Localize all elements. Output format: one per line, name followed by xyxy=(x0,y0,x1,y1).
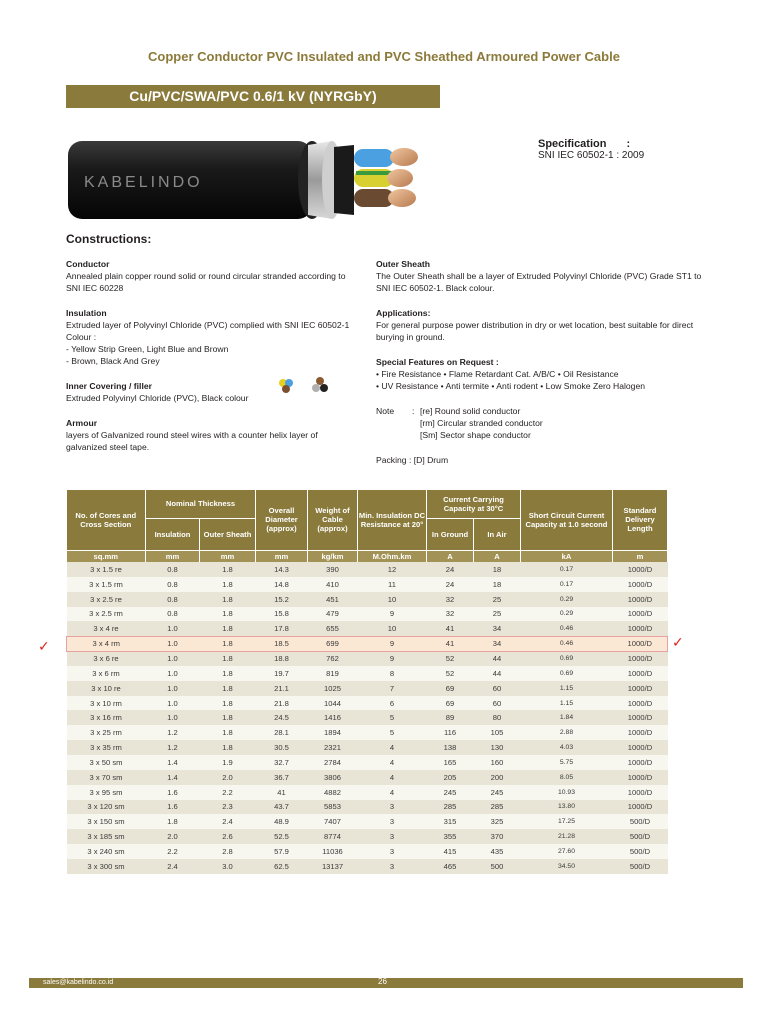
applications-heading: Applications: xyxy=(376,308,431,318)
table-cell: 36.7 xyxy=(256,770,308,785)
table-cell: 3 xyxy=(358,800,427,815)
table-cell: 2.6 xyxy=(200,829,256,844)
specification-label: Specification xyxy=(538,138,607,150)
table-cell: 57.9 xyxy=(256,844,308,859)
header-weight: Weight of Cable (approx) xyxy=(308,490,358,550)
unit-cell: kg/km xyxy=(308,550,358,562)
unit-cell: M.Ohm.km xyxy=(358,550,427,562)
table-cell: 3 x 50 sm xyxy=(67,755,146,770)
table-cell: 9 xyxy=(358,651,427,666)
table-cell: 41 xyxy=(256,785,308,800)
table-cell: 1000/D xyxy=(613,562,668,577)
unit-cell: sq.mm xyxy=(67,550,146,562)
table-cell: 3 x 4 rm xyxy=(67,636,146,651)
table-cell: 7 xyxy=(358,681,427,696)
table-cell: 62.5 xyxy=(256,859,308,874)
table-cell: 1.8 xyxy=(200,681,256,696)
table-cell: 0.8 xyxy=(146,577,200,592)
table-cell: 1000/D xyxy=(613,770,668,785)
table-cell: 2321 xyxy=(308,740,358,755)
table-cell: 1000/D xyxy=(613,800,668,815)
table-cell: 3 x 240 sm xyxy=(67,844,146,859)
table-cell: 13137 xyxy=(308,859,358,874)
table-cell: 0.17 xyxy=(521,577,613,592)
table-cell: 1416 xyxy=(308,710,358,725)
header-delivery-length: Standard Delivery Length xyxy=(613,490,668,550)
special-features-line-1: • Fire Resistance • Flame Retardant Cat. A/B/C • Oil Resistance xyxy=(376,369,619,379)
table-cell: 3 x 2.5 rm xyxy=(67,607,146,622)
product-subtitle: Cu/PVC/SWA/PVC 0.6/1 kV (NYRGbY) xyxy=(66,85,440,108)
table-cell: 41 xyxy=(427,636,474,651)
note-label: Note xyxy=(376,406,395,416)
table-cell: 11 xyxy=(358,577,427,592)
table-cell: 3 x 70 sm xyxy=(67,770,146,785)
table-cell: 13.80 xyxy=(521,800,613,815)
table-cell: 11036 xyxy=(308,844,358,859)
table-cell: 1.0 xyxy=(146,710,200,725)
table-cell: 116 xyxy=(427,725,474,740)
header-short-circuit: Short Circuit Current Capacity at 1.0 second xyxy=(521,490,613,550)
table-cell: 0.8 xyxy=(146,592,200,607)
table-cell: 25 xyxy=(474,592,521,607)
table-cell: 165 xyxy=(427,755,474,770)
table-cell: 1.0 xyxy=(146,696,200,711)
table-cell: 1.4 xyxy=(146,770,200,785)
armour-heading: Armour xyxy=(66,418,98,428)
table-cell: 1025 xyxy=(308,681,358,696)
conductor-heading: Conductor xyxy=(66,259,110,269)
table-cell: 3 x 25 rm xyxy=(67,725,146,740)
table-cell: 1000/D xyxy=(613,621,668,636)
table-cell: 3 x 16 rm xyxy=(67,710,146,725)
table-cell: 3 x 95 sm xyxy=(67,785,146,800)
table-cell: 52 xyxy=(427,666,474,681)
table-cell: 451 xyxy=(308,592,358,607)
table-cell: 500 xyxy=(474,859,521,874)
table-row xyxy=(67,577,668,592)
table-cell: 1.0 xyxy=(146,621,200,636)
table-cell: 325 xyxy=(474,814,521,829)
note-item-rm: [rm] Circular stranded conductor xyxy=(420,418,543,428)
table-cell: 130 xyxy=(474,740,521,755)
table-cell: 14.3 xyxy=(256,562,308,577)
table-cell: 3 x 185 sm xyxy=(67,829,146,844)
table-cell: 1.6 xyxy=(146,785,200,800)
table-cell: 60 xyxy=(474,696,521,711)
table-cell: 1.8 xyxy=(200,696,256,711)
table-cell: 465 xyxy=(427,859,474,874)
table-cell: 18 xyxy=(474,562,521,577)
table-cell: 48.9 xyxy=(256,814,308,829)
table-cell: 245 xyxy=(427,785,474,800)
table-row xyxy=(67,621,668,636)
table-cell: 2.2 xyxy=(200,785,256,800)
table-cell: 1.84 xyxy=(521,710,613,725)
table-cell: 5 xyxy=(358,725,427,740)
table-cell: 28.1 xyxy=(256,725,308,740)
table-cell: 762 xyxy=(308,651,358,666)
inner-covering-text: Extruded Polyvinyl Chloride (PVC), Black colour xyxy=(66,393,249,403)
table-row xyxy=(67,785,668,800)
table-row xyxy=(67,800,668,815)
table-cell: 355 xyxy=(427,829,474,844)
table-row xyxy=(67,651,668,666)
table-cell: 1.8 xyxy=(200,725,256,740)
inner-covering-heading: Inner Covering / filler xyxy=(66,381,152,391)
table-cell: 34 xyxy=(474,636,521,651)
table-row xyxy=(67,844,668,859)
table-cell: 1.8 xyxy=(200,621,256,636)
table-cell: 69 xyxy=(427,696,474,711)
table-cell: 3 x 4 re xyxy=(67,621,146,636)
table-cell: 3 x 10 rm xyxy=(67,696,146,711)
table-cell: 1044 xyxy=(308,696,358,711)
insulation-text: Extruded layer of Polyvinyl Chloride (PVC) complied with SNI IEC 60502-1 xyxy=(66,320,350,330)
table-row xyxy=(67,770,668,785)
table-cell: 1894 xyxy=(308,725,358,740)
specification-block xyxy=(538,138,644,161)
table-cell: 3 xyxy=(358,829,427,844)
table-cell: 1000/D xyxy=(613,651,668,666)
table-cell: 27.60 xyxy=(521,844,613,859)
table-cell: 21.8 xyxy=(256,696,308,711)
left-check-mark-icon: ✓ xyxy=(38,638,50,654)
header-in-air: In Air xyxy=(474,518,521,550)
table-cell: 2.88 xyxy=(521,725,613,740)
page-number: 26 xyxy=(378,977,387,986)
table-cell: 2.2 xyxy=(146,844,200,859)
table-cell: 1.4 xyxy=(146,755,200,770)
table-cell: 89 xyxy=(427,710,474,725)
table-cell: 105 xyxy=(474,725,521,740)
table-cell: 0.8 xyxy=(146,607,200,622)
table-cell: 12 xyxy=(358,562,427,577)
table-cell: 205 xyxy=(427,770,474,785)
table-cell: 18.5 xyxy=(256,636,308,651)
table-cell: 390 xyxy=(308,562,358,577)
constructions-right-column xyxy=(376,258,706,466)
header-outer-sheath: Outer Sheath xyxy=(200,518,256,550)
table-cell: 1000/D xyxy=(613,592,668,607)
table-cell: 10.93 xyxy=(521,785,613,800)
table-cell: 3 xyxy=(358,859,427,874)
table-cell: 4 xyxy=(358,740,427,755)
table-cell: 245 xyxy=(474,785,521,800)
table-cell: 41 xyxy=(427,621,474,636)
table-cell: 6 xyxy=(358,696,427,711)
table-cell: 18 xyxy=(474,577,521,592)
table-cell: 500/D xyxy=(613,829,668,844)
table-cell: 4 xyxy=(358,770,427,785)
units-row xyxy=(67,550,668,562)
table-cell: 0.46 xyxy=(521,636,613,651)
table-cell: 500/D xyxy=(613,859,668,874)
table-cell: 435 xyxy=(474,844,521,859)
table-row xyxy=(67,562,668,577)
table-cell: 17.8 xyxy=(256,621,308,636)
table-cell: 4 xyxy=(358,755,427,770)
page-title: Copper Conductor PVC Insulated and PVC Sheathed Armoured Power Cable xyxy=(148,49,620,64)
table-cell: 2.4 xyxy=(146,859,200,874)
table-cell: 24 xyxy=(427,577,474,592)
table-cell: 1.8 xyxy=(200,562,256,577)
table-row xyxy=(67,696,668,711)
table-row xyxy=(67,710,668,725)
table-cell: 1000/D xyxy=(613,696,668,711)
table-cell: 1.8 xyxy=(200,592,256,607)
table-cell: 32 xyxy=(427,607,474,622)
table-cell: 699 xyxy=(308,636,358,651)
unit-cell: A xyxy=(474,550,521,562)
table-row xyxy=(67,636,668,651)
unit-cell: A xyxy=(427,550,474,562)
table-cell: 3 x 2.5 re xyxy=(67,592,146,607)
table-row xyxy=(67,814,668,829)
table-cell: 17.25 xyxy=(521,814,613,829)
right-check-mark-icon: ✓ xyxy=(672,634,684,650)
unit-cell: m xyxy=(613,550,668,562)
table-cell: 3 xyxy=(358,844,427,859)
table-cell: 8.05 xyxy=(521,770,613,785)
table-cell: 0.29 xyxy=(521,607,613,622)
table-cell: 1.0 xyxy=(146,681,200,696)
table-cell: 34.50 xyxy=(521,859,613,874)
table-cell: 1.0 xyxy=(146,651,200,666)
table-cell: 1.8 xyxy=(200,666,256,681)
table-cell: 4.03 xyxy=(521,740,613,755)
table-row xyxy=(67,829,668,844)
table-cell: 1.6 xyxy=(146,800,200,815)
table-cell: 1.8 xyxy=(200,651,256,666)
unit-cell: mm xyxy=(146,550,200,562)
packing-text: Packing : [D] Drum xyxy=(376,455,449,465)
table-cell: 1.8 xyxy=(200,710,256,725)
table-cell: 3 x 150 sm xyxy=(67,814,146,829)
table-row xyxy=(67,725,668,740)
table-cell: 1.2 xyxy=(146,725,200,740)
colour-option-1: - Yellow Strip Green, Light Blue and Brown xyxy=(66,344,229,354)
table-cell: 500/D xyxy=(613,844,668,859)
table-cell: 415 xyxy=(427,844,474,859)
table-cell: 15.8 xyxy=(256,607,308,622)
table-cell: 4882 xyxy=(308,785,358,800)
outer-sheath-heading: Outer Sheath xyxy=(376,259,430,269)
table-cell: 315 xyxy=(427,814,474,829)
table-cell: 2784 xyxy=(308,755,358,770)
table-cell: 34 xyxy=(474,621,521,636)
table-cell: 1.15 xyxy=(521,681,613,696)
header-cores: No. of Cores and Cross Section xyxy=(67,490,146,550)
table-cell: 1.15 xyxy=(521,696,613,711)
table-cell: 655 xyxy=(308,621,358,636)
table-cell: 10 xyxy=(358,621,427,636)
table-cell: 3 x 6 rm xyxy=(67,666,146,681)
note-block xyxy=(376,405,706,441)
table-cell: 4 xyxy=(358,785,427,800)
table-cell: 1000/D xyxy=(613,607,668,622)
table-row xyxy=(67,666,668,681)
table-cell: 52 xyxy=(427,651,474,666)
table-cell: 1.0 xyxy=(146,666,200,681)
table-cell: 1.2 xyxy=(146,740,200,755)
table-cell: 1.0 xyxy=(146,636,200,651)
table-cell: 24 xyxy=(427,562,474,577)
table-cell: 1000/D xyxy=(613,740,668,755)
applications-text: For general purpose power distribution in dry or wet location, best suitable for direct burying in ground. xyxy=(376,320,694,342)
table-row xyxy=(67,681,668,696)
table-cell: 5.75 xyxy=(521,755,613,770)
table-cell: 24.5 xyxy=(256,710,308,725)
table-cell: 3.0 xyxy=(200,859,256,874)
footer-bar xyxy=(29,978,743,988)
table-cell: 819 xyxy=(308,666,358,681)
table-cell: 410 xyxy=(308,577,358,592)
table-cell: 0.46 xyxy=(521,621,613,636)
table-cell: 3 x 120 sm xyxy=(67,800,146,815)
header-current-capacity: Current Carrying Capacity at 30°C xyxy=(427,490,521,518)
table-cell: 2.4 xyxy=(200,814,256,829)
specification-colon: : xyxy=(626,138,631,150)
table-cell: 1000/D xyxy=(613,755,668,770)
table-cell: 10 xyxy=(358,592,427,607)
header-nominal-thickness: Nominal Thickness xyxy=(146,490,256,518)
table-cell: 160 xyxy=(474,755,521,770)
table-cell: 1000/D xyxy=(613,577,668,592)
table-cell: 500/D xyxy=(613,814,668,829)
cable-brand-label: KABELINDO xyxy=(84,174,203,191)
table-cell: 3 x 1.5 re xyxy=(67,562,146,577)
table-cell: 3 x 300 sm xyxy=(67,859,146,874)
table-cell: 1.8 xyxy=(200,636,256,651)
table-row xyxy=(67,755,668,770)
armour-text: layers of Galvanized round steel wires with a counter helix layer of galvanized steel tape. xyxy=(66,430,318,452)
specification-value: SNI IEC 60502-1 : 2009 xyxy=(538,150,645,161)
constructions-left-column xyxy=(66,258,356,466)
note-item-re: [re] Round solid conductor xyxy=(420,406,521,416)
table-cell: 1000/D xyxy=(613,636,668,651)
table-cell: 200 xyxy=(474,770,521,785)
table-cell: 1.8 xyxy=(200,607,256,622)
table-row xyxy=(67,607,668,622)
table-cell: 21.28 xyxy=(521,829,613,844)
table-cell: 19.7 xyxy=(256,666,308,681)
table-cell: 32 xyxy=(427,592,474,607)
table-cell: 1.9 xyxy=(200,755,256,770)
core-colour-dots-icon xyxy=(276,375,336,397)
header-in-ground: In Ground xyxy=(427,518,474,550)
unit-cell: mm xyxy=(200,550,256,562)
table-cell: 0.17 xyxy=(521,562,613,577)
table-cell: 8 xyxy=(358,666,427,681)
constructions-heading: Constructions: xyxy=(66,232,152,246)
table-cell: 1000/D xyxy=(613,725,668,740)
table-cell: 5853 xyxy=(308,800,358,815)
table-cell: 60 xyxy=(474,681,521,696)
table-cell: 0.69 xyxy=(521,666,613,681)
table-cell: 1000/D xyxy=(613,666,668,681)
table-cell: 1000/D xyxy=(613,681,668,696)
table-cell: 2.8 xyxy=(200,844,256,859)
table-cell: 18.8 xyxy=(256,651,308,666)
table-cell: 1000/D xyxy=(613,785,668,800)
table-cell: 30.5 xyxy=(256,740,308,755)
table-cell: 3 x 10 re xyxy=(67,681,146,696)
table-cell: 9 xyxy=(358,607,427,622)
table-cell: 43.7 xyxy=(256,800,308,815)
note-colon: : xyxy=(412,406,415,416)
colour-label: Colour : xyxy=(66,332,97,342)
table-cell: 285 xyxy=(427,800,474,815)
table-cell: 2.0 xyxy=(200,770,256,785)
special-features-heading: Special Features on Request : xyxy=(376,357,499,367)
footer-email: sales@kabelindo.co.id xyxy=(43,979,114,986)
table-cell: 14.8 xyxy=(256,577,308,592)
specification-table xyxy=(66,490,668,874)
header-resistance: Min. Insulation DC Resistance at 20° xyxy=(358,490,427,550)
outer-sheath-text: The Outer Sheath shall be a layer of Extruded Polyvinyl Chloride (PVC) Grade ST1 to SNI IEC 60502-1. Black colour. xyxy=(376,271,702,293)
table-cell: 479 xyxy=(308,607,358,622)
table-cell: 69 xyxy=(427,681,474,696)
table-cell: 1000/D xyxy=(613,710,668,725)
table-cell: 1.8 xyxy=(146,814,200,829)
insulation-heading: Insulation xyxy=(66,308,107,318)
table-cell: 7407 xyxy=(308,814,358,829)
special-features-line-2: • UV Resistance • Anti termite • Anti rodent • Low Smoke Zero Halogen xyxy=(376,381,646,391)
table-cell: 2.3 xyxy=(200,800,256,815)
table-cell: 21.1 xyxy=(256,681,308,696)
table-cell: 32.7 xyxy=(256,755,308,770)
note-item-sm: [Sm] Sector shape conductor xyxy=(420,430,531,440)
table-row xyxy=(67,859,668,874)
table-cell: 3806 xyxy=(308,770,358,785)
header-insulation: Insulation xyxy=(146,518,200,550)
table-cell: 0.8 xyxy=(146,562,200,577)
table-cell: 1.8 xyxy=(200,740,256,755)
table-cell: 0.69 xyxy=(521,651,613,666)
table-cell: 80 xyxy=(474,710,521,725)
table-cell: 9 xyxy=(358,636,427,651)
table-cell: 3 xyxy=(358,814,427,829)
conductor-text: Annealed plain copper round solid or round circular stranded according to SNI IEC 60228 xyxy=(66,271,346,293)
table-cell: 15.2 xyxy=(256,592,308,607)
table-row xyxy=(67,592,668,607)
table-cell: 5 xyxy=(358,710,427,725)
table-cell: 0.29 xyxy=(521,592,613,607)
table-cell: 25 xyxy=(474,607,521,622)
table-row xyxy=(67,740,668,755)
table-cell: 3 x 35 rm xyxy=(67,740,146,755)
table-cell: 44 xyxy=(474,651,521,666)
table-cell: 2.0 xyxy=(146,829,200,844)
table-cell: 138 xyxy=(427,740,474,755)
header-diameter: Overall Diameter (approx) xyxy=(256,490,308,550)
table-cell: 285 xyxy=(474,800,521,815)
table-cell: 1.8 xyxy=(200,577,256,592)
table-cell: 370 xyxy=(474,829,521,844)
unit-cell: kA xyxy=(521,550,613,562)
table-cell: 3 x 6 re xyxy=(67,651,146,666)
cable-illustration xyxy=(64,135,440,225)
table-cell: 8774 xyxy=(308,829,358,844)
table-cell: 44 xyxy=(474,666,521,681)
unit-cell: mm xyxy=(256,550,308,562)
table-cell: 52.5 xyxy=(256,829,308,844)
table-cell: 3 x 1.5 rm xyxy=(67,577,146,592)
colour-option-2: - Brown, Black And Grey xyxy=(66,356,160,366)
